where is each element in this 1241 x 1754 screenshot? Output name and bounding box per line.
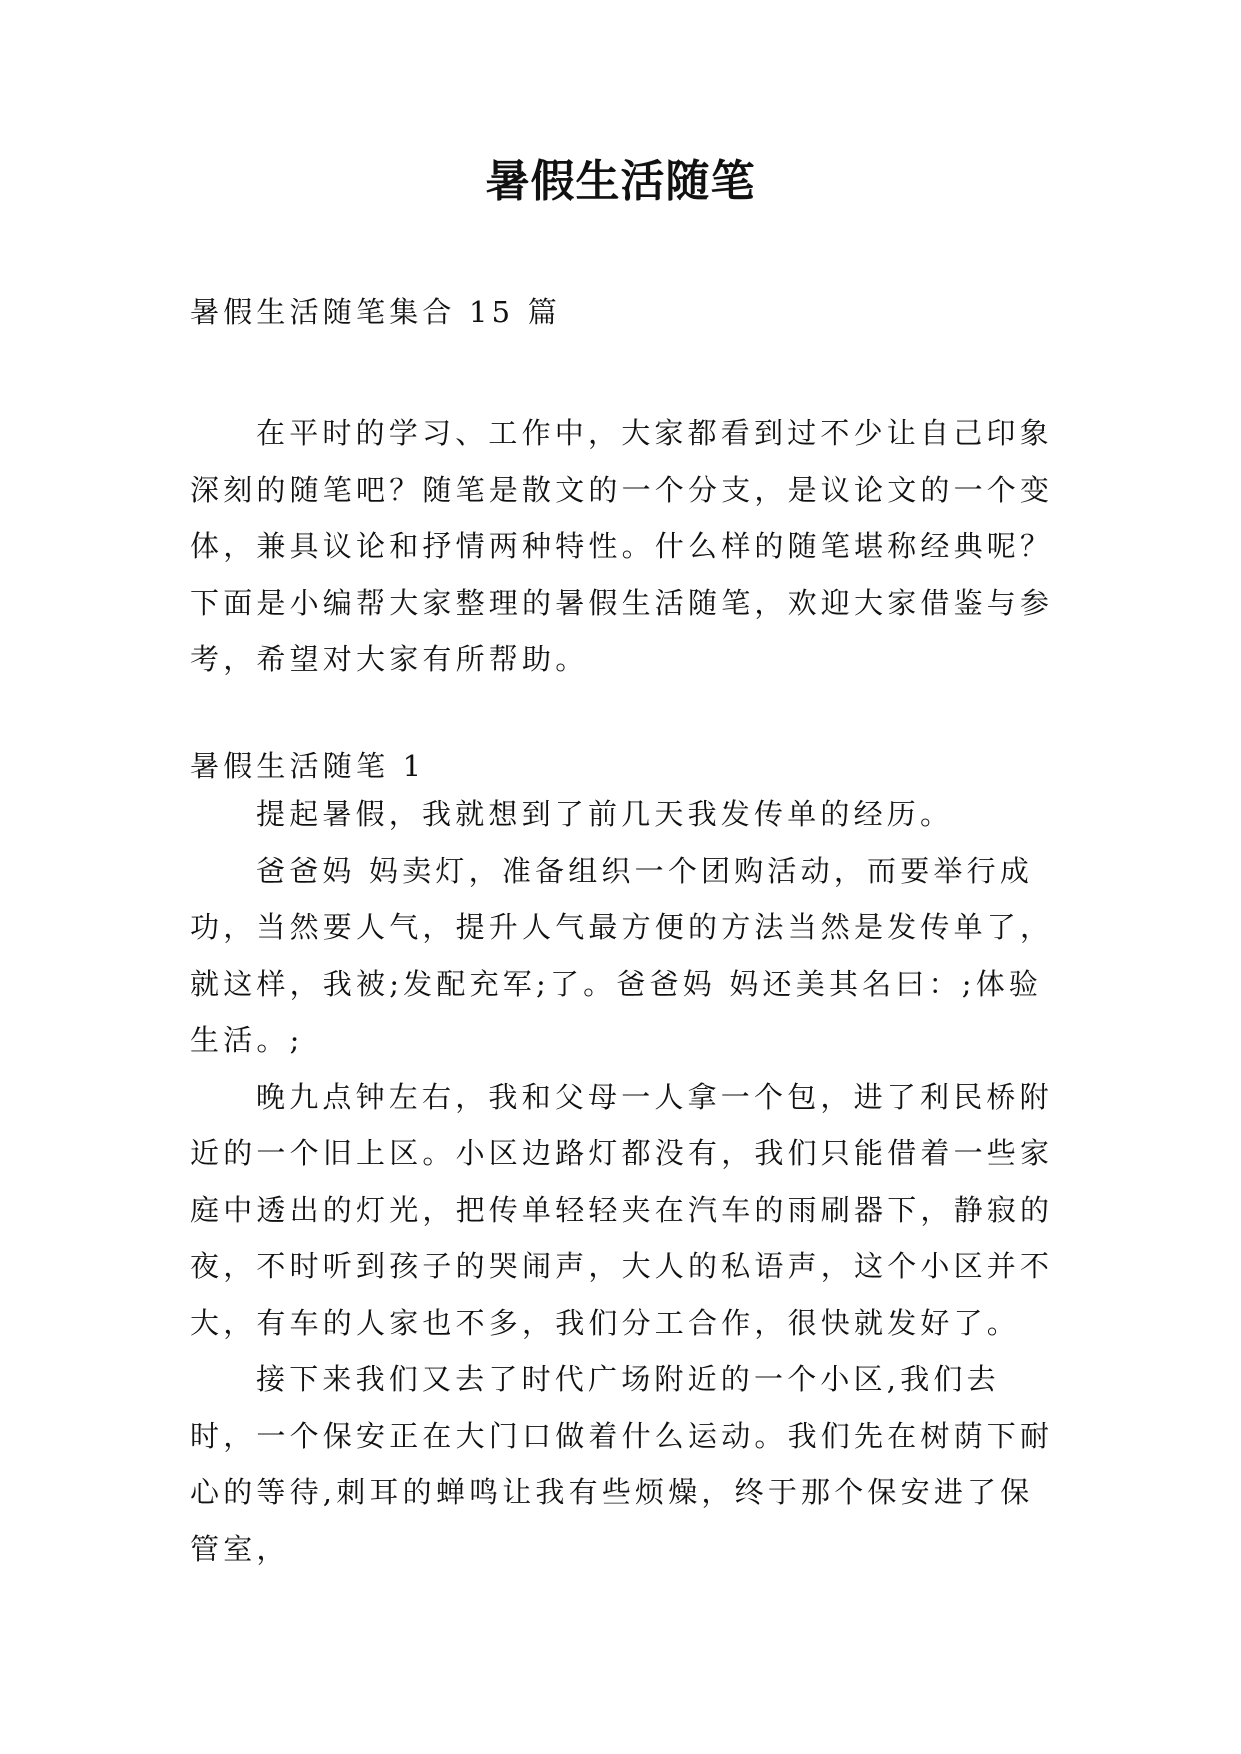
intro-paragraph: 在平时的学习、工作中，大家都看到过不少让自己印象深刻的随笔吧？随笔是散文的一个分支，是议论文的一个变体，兼具议论和抒情两种特性。什么样的随笔堪称经典呢？下面是小编帮大家整理的暑假生活随笔，欢迎大家借鉴与参考，希望对大家有所帮助。 <box>190 416 1054 676</box>
body-paragraph: 爸爸妈 妈卖灯，准备组织一个团购活动，而要举行成功，当然要人气，提升人气最方便的方法当然是发传单了，就这样，我被;发配充军;了。爸爸妈 妈还美其名曰：;体验生活。; <box>190 853 1054 1057</box>
body-paragraph: 晚九点钟左右，我和父母一人拿一个包，进了利民桥附近的一个旧上区。小区边路灯都没有，我们只能借着一些家庭中透出的灯光，把传单轻轻夹在汽车的雨刷器下，静寂的夜，不时听到孩子的哭闹声，大人的私语声，这个小区并不大，有车的人家也不多，我们分工合作，很快就发好了。 <box>190 1079 1054 1340</box>
body-paragraph: 提起暑假，我就想到了前几天我发传单的经历。 <box>256 797 954 831</box>
body-paragraph: 接下来我们又去了时代广场附近的一个小区,我们去时，一个保安正在大门口做着什么运动。我们先在树荫下耐心的等待,刺耳的蝉鸣让我有些烦燥，终于那个保安进了保管室， <box>190 1362 1054 1566</box>
section-heading: 暑假生活随笔 1 <box>190 749 426 783</box>
essay-body <box>190 786 1055 1577</box>
page-title: 暑假生活随笔 <box>485 156 756 207</box>
collection-subtitle: 暑假生活随笔集合 15 篇 <box>190 295 561 329</box>
